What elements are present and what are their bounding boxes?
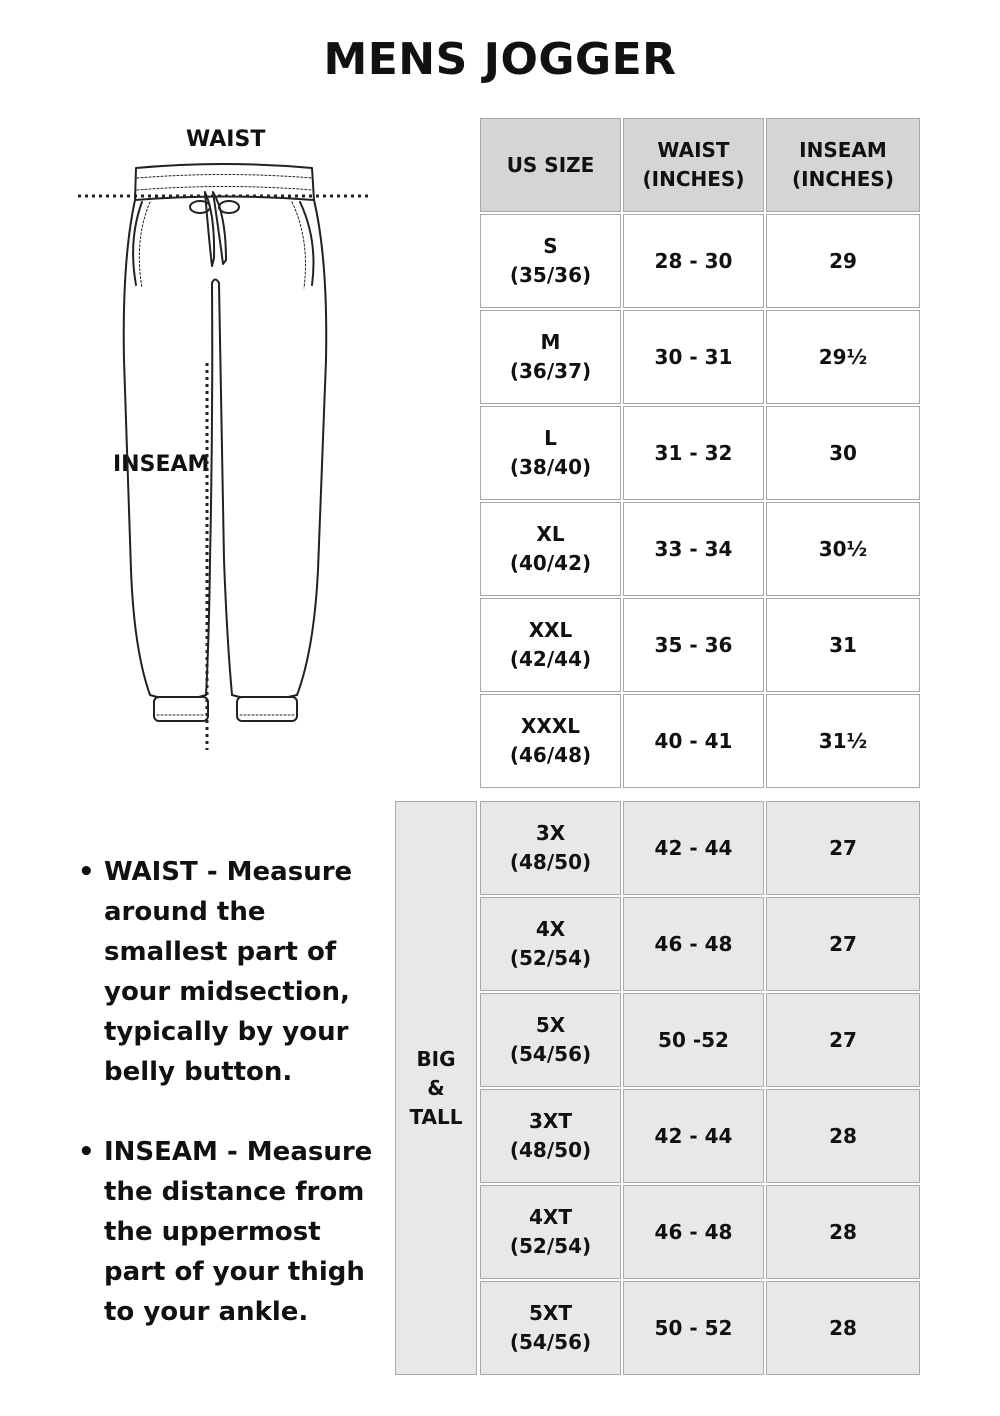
size-cell: [480, 1281, 621, 1375]
inseam-cell: 31½: [766, 694, 920, 788]
size-alt-label: (48/50): [509, 1138, 592, 1162]
waist-note: [78, 852, 378, 1092]
waist-cell: 35 - 36: [623, 598, 764, 692]
big-tall-label-line: &: [427, 1075, 445, 1100]
waist-cell: 30 - 31: [623, 310, 764, 404]
big-tall-label: [395, 801, 477, 1375]
inseam-cell: 28: [766, 1185, 920, 1279]
inseam-cell: 30½: [766, 502, 920, 596]
inseam-cell: 27: [766, 993, 920, 1087]
inseam-cell: 29½: [766, 310, 920, 404]
jogger-illustration: [70, 160, 380, 760]
measurement-notes: [78, 852, 378, 1372]
waist-cell: 40 - 41: [623, 694, 764, 788]
inseam-cell: 28: [766, 1281, 920, 1375]
header-waist: WAIST (INCHES): [623, 118, 764, 212]
header-us-size: US SIZE: [480, 118, 621, 212]
size-alt-label: (40/42): [509, 551, 592, 575]
size-label: M: [540, 330, 561, 354]
inseam-label: INSEAM: [113, 452, 210, 477]
size-alt-label: (46/48): [509, 743, 592, 767]
waist-cell: 31 - 32: [623, 406, 764, 500]
bullet-icon: •: [78, 1137, 95, 1167]
inseam-cell: 27: [766, 897, 920, 991]
waist-cell: 46 - 48: [623, 1185, 764, 1279]
waist-cell: 28 - 30: [623, 214, 764, 308]
waist-cell: 50 - 52: [623, 1281, 764, 1375]
header-inseam: INSEAM (INCHES): [766, 118, 920, 212]
note-text: INSEAM - Measure the distance from the uppermost part of your thigh to your ankle.: [104, 1137, 373, 1327]
size-cell: [480, 406, 621, 500]
size-label: XXXL: [520, 714, 580, 738]
size-label: 4XT: [529, 1205, 572, 1229]
waist-cell: 33 - 34: [623, 502, 764, 596]
size-alt-label: (54/56): [509, 1330, 592, 1354]
size-cell: [480, 598, 621, 692]
size-cell: [480, 897, 621, 991]
size-cell: [480, 993, 621, 1087]
size-label: XL: [536, 522, 565, 546]
size-label: 5X: [535, 1013, 566, 1037]
size-label: XXL: [528, 618, 573, 642]
page-title: MENS JOGGER: [323, 34, 677, 85]
waist-cell: 42 - 44: [623, 801, 764, 895]
size-label: L: [544, 426, 557, 450]
size-alt-label: (52/54): [509, 946, 592, 970]
size-label: S: [543, 234, 558, 258]
size-alt-label: (52/54): [509, 1234, 592, 1258]
waist-cell: 46 - 48: [623, 897, 764, 991]
size-label: 4X: [535, 917, 566, 941]
size-cell: [480, 214, 621, 308]
size-alt-label: (48/50): [509, 850, 592, 874]
inseam-cell: 27: [766, 801, 920, 895]
inseam-cell: 28: [766, 1089, 920, 1183]
size-alt-label: (35/36): [509, 263, 592, 287]
size-cell: [480, 502, 621, 596]
inseam-cell: 29: [766, 214, 920, 308]
waist-cell: 42 - 44: [623, 1089, 764, 1183]
inseam-cell: 31: [766, 598, 920, 692]
size-cell: [480, 1089, 621, 1183]
size-cell: [480, 801, 621, 895]
size-cell: [480, 310, 621, 404]
bullet-icon: •: [78, 857, 95, 887]
size-label: 5XT: [529, 1301, 572, 1325]
size-cell: [480, 1185, 621, 1279]
size-alt-label: (42/44): [509, 647, 592, 671]
big-tall-label-line: TALL: [409, 1104, 463, 1129]
inseam-note: [78, 1132, 378, 1332]
size-alt-label: (36/37): [509, 359, 592, 383]
note-text: WAIST - Measure around the smallest part of your midsection, typically by your belly button.: [104, 857, 353, 1087]
big-tall-label-line: BIG: [416, 1046, 456, 1071]
waist-cell: 50 -52: [623, 993, 764, 1087]
size-cell: [480, 694, 621, 788]
size-label: 3XT: [529, 1109, 572, 1133]
inseam-cell: 30: [766, 406, 920, 500]
size-alt-label: (38/40): [509, 455, 592, 479]
size-label: 3X: [535, 821, 566, 845]
waist-label: WAIST: [186, 127, 266, 152]
size-alt-label: (54/56): [509, 1042, 592, 1066]
